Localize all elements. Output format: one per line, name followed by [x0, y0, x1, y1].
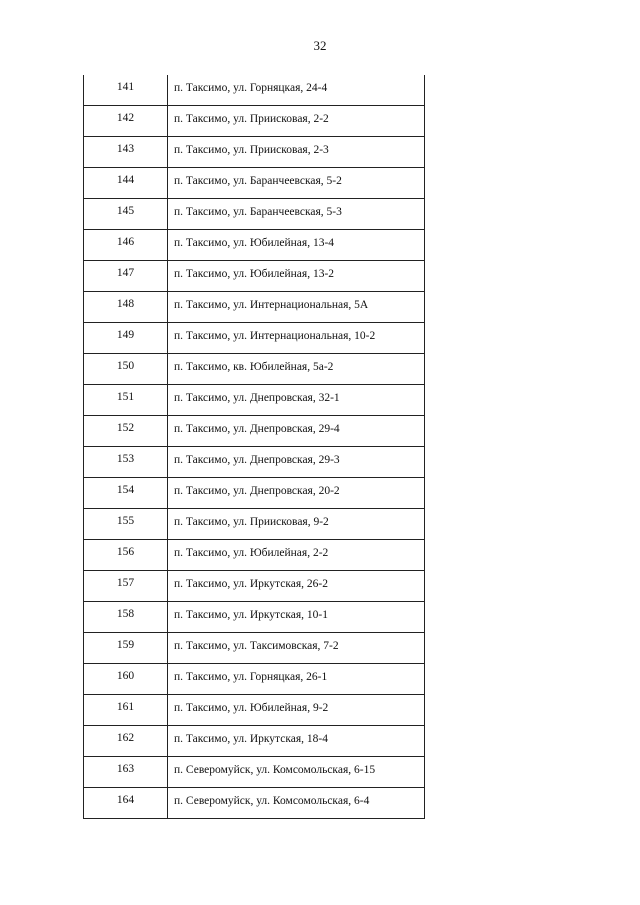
table-row [84, 261, 425, 292]
row-address: п. Таксимо, ул. Горняцкая, 26-1 [168, 664, 425, 695]
table-row [84, 757, 425, 788]
table-row [84, 664, 425, 695]
table-row [84, 602, 425, 633]
row-address: п. Северомуйск, ул. Комсомольская, 6-15 [168, 757, 425, 788]
row-number: 159 [84, 633, 168, 664]
table-row [84, 106, 425, 137]
row-address: п. Таксимо, ул. Юбилейная, 13-4 [168, 230, 425, 261]
row-number: 151 [84, 385, 168, 416]
row-number: 152 [84, 416, 168, 447]
row-address: п. Таксимо, ул. Приисковая, 2-3 [168, 137, 425, 168]
table-row [84, 788, 425, 819]
table-row [84, 571, 425, 602]
table-row [84, 75, 425, 106]
row-address: п. Таксимо, ул. Иркутская, 18-4 [168, 726, 425, 757]
row-address: п. Таксимо, ул. Днепровская, 20-2 [168, 478, 425, 509]
table-row [84, 695, 425, 726]
row-address: п. Таксимо, ул. Таксимовская, 7-2 [168, 633, 425, 664]
row-address: п. Таксимо, ул. Иркутская, 26-2 [168, 571, 425, 602]
table-row [84, 726, 425, 757]
table-row [84, 292, 425, 323]
row-number: 155 [84, 509, 168, 540]
row-address: п. Таксимо, ул. Юбилейная, 9-2 [168, 695, 425, 726]
row-number: 142 [84, 106, 168, 137]
row-number: 162 [84, 726, 168, 757]
table-row [84, 509, 425, 540]
table-row [84, 447, 425, 478]
table-row [84, 416, 425, 447]
row-address: п. Таксимо, кв. Юбилейная, 5а-2 [168, 354, 425, 385]
row-address: п. Таксимо, ул. Иркутская, 10-1 [168, 602, 425, 633]
table-row [84, 137, 425, 168]
table-row [84, 385, 425, 416]
row-number: 149 [84, 323, 168, 354]
row-number: 141 [84, 75, 168, 106]
row-address: п. Таксимо, ул. Юбилейная, 13-2 [168, 261, 425, 292]
row-address: п. Таксимо, ул. Юбилейная, 2-2 [168, 540, 425, 571]
table-row [84, 540, 425, 571]
row-number: 144 [84, 168, 168, 199]
row-address: п. Таксимо, ул. Горняцкая, 24-4 [168, 75, 425, 106]
row-address: п. Таксимо, ул. Днепровская, 32-1 [168, 385, 425, 416]
row-number: 146 [84, 230, 168, 261]
row-number: 164 [84, 788, 168, 819]
row-number: 156 [84, 540, 168, 571]
table-row [84, 230, 425, 261]
row-number: 153 [84, 447, 168, 478]
table-row [84, 323, 425, 354]
address-table [83, 75, 425, 819]
table-row [84, 633, 425, 664]
row-number: 148 [84, 292, 168, 323]
row-address: п. Таксимо, ул. Днепровская, 29-3 [168, 447, 425, 478]
row-address: п. Таксимо, ул. Баранчеевская, 5-2 [168, 168, 425, 199]
row-address: п. Таксимо, ул. Днепровская, 29-4 [168, 416, 425, 447]
row-address: п. Северомуйск, ул. Комсомольская, 6-4 [168, 788, 425, 819]
address-table-body [84, 75, 425, 819]
row-address: п. Таксимо, ул. Баранчеевская, 5-3 [168, 199, 425, 230]
row-address: п. Таксимо, ул. Приисковая, 2-2 [168, 106, 425, 137]
row-number: 145 [84, 199, 168, 230]
row-number: 163 [84, 757, 168, 788]
row-address: п. Таксимо, ул. Приисковая, 9-2 [168, 509, 425, 540]
row-number: 150 [84, 354, 168, 385]
row-address: п. Таксимо, ул. Интернациональная, 5А [168, 292, 425, 323]
row-address: п. Таксимо, ул. Интернациональная, 10-2 [168, 323, 425, 354]
row-number: 143 [84, 137, 168, 168]
row-number: 147 [84, 261, 168, 292]
row-number: 154 [84, 478, 168, 509]
table-row [84, 354, 425, 385]
table-row [84, 199, 425, 230]
page-number: 32 [313, 38, 327, 53]
table-row [84, 168, 425, 199]
row-number: 161 [84, 695, 168, 726]
table-row [84, 478, 425, 509]
row-number: 160 [84, 664, 168, 695]
row-number: 157 [84, 571, 168, 602]
row-number: 158 [84, 602, 168, 633]
